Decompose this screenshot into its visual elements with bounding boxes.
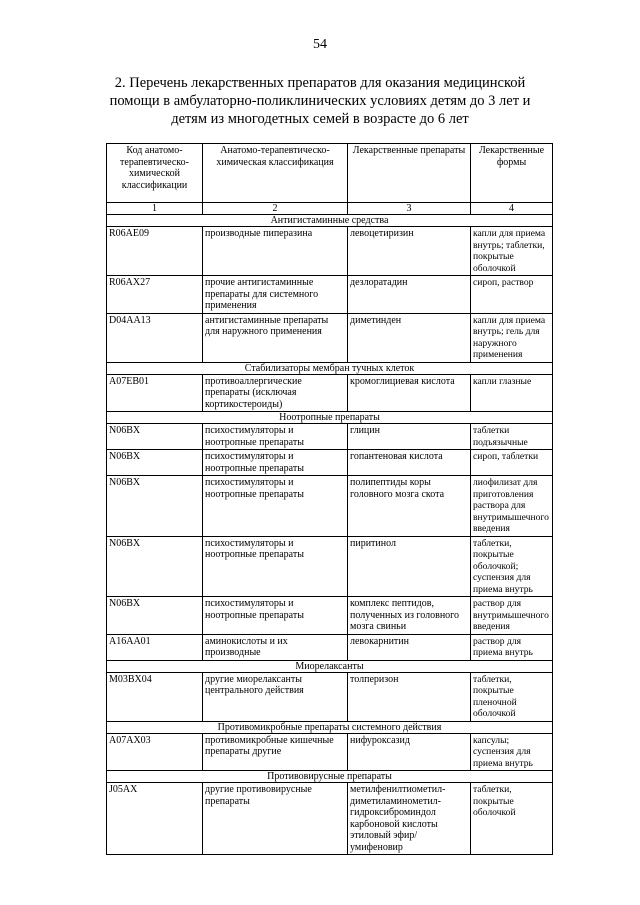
- atc-code-cell: R06AE09: [107, 227, 203, 276]
- section-row: [107, 362, 553, 374]
- table-row: [107, 536, 553, 597]
- atc-code-cell: N06BX: [107, 424, 203, 450]
- section-row: [107, 660, 553, 672]
- dosage-form-cell: раствор для внутримышечного введения: [471, 597, 553, 635]
- drug-name-cell: метилфенилтиометил-диметиламинометил-гидроксиброминдол карбоновой кислоты этиловый эфир/ умифеновир: [348, 783, 471, 855]
- drug-name-cell: толперизон: [348, 672, 471, 721]
- dosage-form-cell: таблетки, покрытые пленочной оболочкой: [471, 672, 553, 721]
- column-number-row: [107, 203, 553, 215]
- dosage-form-cell: раствор для приема внутрь: [471, 634, 553, 660]
- drug-name-cell: дезлоратадин: [348, 276, 471, 314]
- classification-cell: психостимуляторы и ноотропные препараты: [203, 476, 348, 537]
- table-body: [107, 215, 553, 855]
- classification-cell: другие миорелаксанты центрального действия: [203, 672, 348, 721]
- classification-cell: производные пиперазина: [203, 227, 348, 276]
- table-row: [107, 424, 553, 450]
- classification-cell: прочие антигистаминные препараты для системного применения: [203, 276, 348, 314]
- header-atc-classification: Анатомо-терапевтическо-химическая классификация: [203, 144, 348, 203]
- atc-code-cell: N06BX: [107, 476, 203, 537]
- column-number: 4: [471, 203, 553, 215]
- dosage-form-cell: лиофилизат для приготовления раствора для внутримышечного введения: [471, 476, 553, 537]
- atc-code-cell: J05AX: [107, 783, 203, 855]
- section-title: Противомикробные препараты системного действия: [107, 721, 553, 733]
- table-row: [107, 733, 553, 771]
- table-header-row: [107, 144, 553, 203]
- atc-code-cell: R06AX27: [107, 276, 203, 314]
- classification-cell: психостимуляторы и ноотропные препараты: [203, 536, 348, 597]
- atc-code-cell: N06BX: [107, 597, 203, 635]
- table-row: [107, 672, 553, 721]
- drug-name-cell: комплекс пептидов, полученных из головного мозга свиньи: [348, 597, 471, 635]
- section-title: Антигистаминные средства: [107, 215, 553, 227]
- table-row: [107, 227, 553, 276]
- header-drugs: Лекарственные препараты: [348, 144, 471, 203]
- atc-code-cell: A07EB01: [107, 374, 203, 412]
- section-title: Противовирусные препараты: [107, 771, 553, 783]
- column-number: 2: [203, 203, 348, 215]
- drug-name-cell: кромоглициевая кислота: [348, 374, 471, 412]
- table-row: [107, 374, 553, 412]
- table-row: [107, 634, 553, 660]
- drug-name-cell: нифуроксазид: [348, 733, 471, 771]
- drug-name-cell: гопантеновая кислота: [348, 450, 471, 476]
- drug-name-cell: левокарнитин: [348, 634, 471, 660]
- table-row: [107, 450, 553, 476]
- section-title: Стабилизаторы мембран тучных клеток: [107, 362, 553, 374]
- header-atc-code: Код анатомо-терапевтическо-химической классификации: [107, 144, 203, 203]
- section-row: [107, 721, 553, 733]
- dosage-form-cell: таблетки, покрытые оболочкой: [471, 783, 553, 855]
- page-number: 54: [313, 37, 327, 52]
- atc-code-cell: N06BX: [107, 450, 203, 476]
- section-row: [107, 412, 553, 424]
- atc-code-cell: M03BX04: [107, 672, 203, 721]
- table-row: [107, 276, 553, 314]
- dosage-form-cell: капсулы; суспензия для приема внутрь: [471, 733, 553, 771]
- atc-code-cell: A16AA01: [107, 634, 203, 660]
- classification-cell: психостимуляторы и ноотропные препараты: [203, 597, 348, 635]
- dosage-form-cell: сироп, раствор: [471, 276, 553, 314]
- section-row: [107, 771, 553, 783]
- classification-cell: противоаллергические препараты (исключая кортикостероиды): [203, 374, 348, 412]
- classification-cell: психостимуляторы и ноотропные препараты: [203, 450, 348, 476]
- dosage-form-cell: таблетки подъязычные: [471, 424, 553, 450]
- table-row: [107, 597, 553, 635]
- dosage-form-cell: капли для приема внутрь; таблетки, покрытые оболочкой: [471, 227, 553, 276]
- section-row: [107, 215, 553, 227]
- table-row: [107, 476, 553, 537]
- drug-name-cell: пиритинол: [348, 536, 471, 597]
- column-number: 1: [107, 203, 203, 215]
- drug-name-cell: левоцетиризин: [348, 227, 471, 276]
- classification-cell: аминокислоты и их производные: [203, 634, 348, 660]
- atc-code-cell: D04AA13: [107, 313, 203, 362]
- classification-cell: другие противовирусные препараты: [203, 783, 348, 855]
- classification-cell: антигистаминные препараты для наружного применения: [203, 313, 348, 362]
- drug-name-cell: полипептиды коры головного мозга скота: [348, 476, 471, 537]
- drug-name-cell: глицин: [348, 424, 471, 450]
- column-number: 3: [348, 203, 471, 215]
- document-title: 2. Перечень лекарственных препаратов для оказания медицинской помощи в амбулаторно-поликлинических условиях детям до 3 лет и детям из многодетных семей в возрасте до 6 лет: [109, 75, 531, 127]
- drug-name-cell: диметинден: [348, 313, 471, 362]
- section-title: Ноотропные препараты: [107, 412, 553, 424]
- header-dosage-forms: Лекарственные формы: [471, 144, 553, 203]
- atc-code-cell: N06BX: [107, 536, 203, 597]
- dosage-form-cell: капли для приема внутрь; гель для наружного применения: [471, 313, 553, 362]
- table-row: [107, 313, 553, 362]
- table-row: [107, 783, 553, 855]
- classification-cell: противомикробные кишечные препараты другие: [203, 733, 348, 771]
- dosage-form-cell: капли глазные: [471, 374, 553, 412]
- dosage-form-cell: сироп, таблетки: [471, 450, 553, 476]
- section-title: Миорелаксанты: [107, 660, 553, 672]
- atc-code-cell: A07AX03: [107, 733, 203, 771]
- dosage-form-cell: таблетки, покрытые оболочкой; суспензия для приема внутрь: [471, 536, 553, 597]
- drug-list-table: [106, 143, 553, 855]
- classification-cell: психостимуляторы и ноотропные препараты: [203, 424, 348, 450]
